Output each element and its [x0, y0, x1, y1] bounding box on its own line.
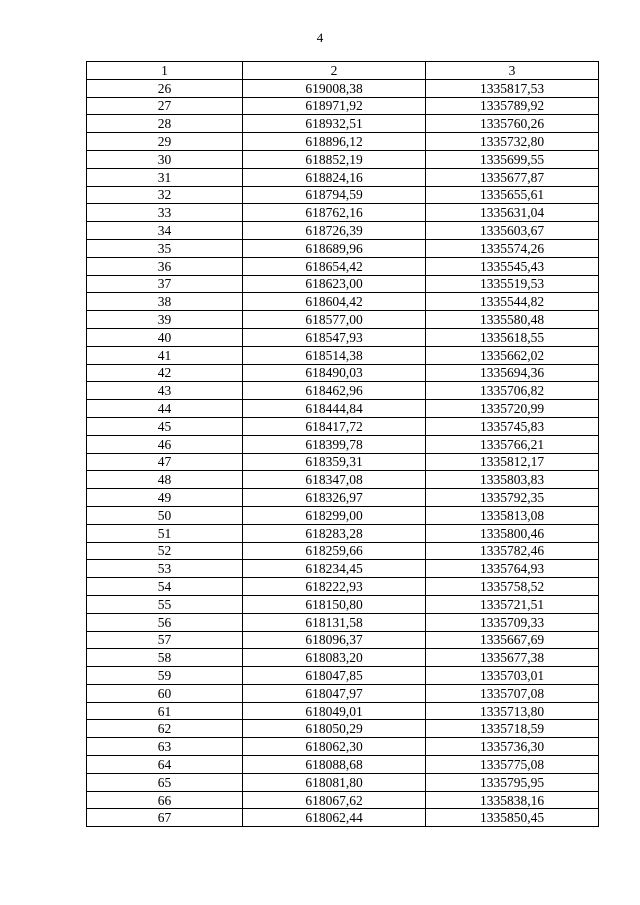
point-number-cell: 42	[87, 364, 243, 382]
point-number-cell: 60	[87, 684, 243, 702]
x-coordinate-cell: 618417,72	[243, 417, 426, 435]
point-number-cell: 48	[87, 471, 243, 489]
table-row	[87, 435, 599, 453]
x-coordinate-cell: 618359,31	[243, 453, 426, 471]
point-number-cell: 55	[87, 595, 243, 613]
y-coordinate-cell: 1335703,01	[426, 667, 599, 685]
y-coordinate-cell: 1335662,02	[426, 346, 599, 364]
table-row	[87, 756, 599, 774]
table-row	[87, 328, 599, 346]
x-coordinate-cell: 618131,58	[243, 613, 426, 631]
point-number-cell: 58	[87, 649, 243, 667]
y-coordinate-cell: 1335795,95	[426, 773, 599, 791]
x-coordinate-cell: 618088,68	[243, 756, 426, 774]
x-coordinate-cell: 618932,51	[243, 115, 426, 133]
y-coordinate-cell: 1335803,83	[426, 471, 599, 489]
y-coordinate-cell: 1335812,17	[426, 453, 599, 471]
x-coordinate-cell: 618444,84	[243, 400, 426, 418]
point-number-cell: 50	[87, 506, 243, 524]
table-row	[87, 293, 599, 311]
table-row	[87, 506, 599, 524]
x-coordinate-cell: 618234,45	[243, 560, 426, 578]
x-coordinate-cell: 618096,37	[243, 631, 426, 649]
y-coordinate-cell: 1335706,82	[426, 382, 599, 400]
y-coordinate-cell: 1335775,08	[426, 756, 599, 774]
y-coordinate-cell: 1335817,53	[426, 79, 599, 97]
y-coordinate-cell: 1335519,53	[426, 275, 599, 293]
y-coordinate-cell: 1335760,26	[426, 115, 599, 133]
point-number-cell: 39	[87, 311, 243, 329]
x-coordinate-cell: 618347,08	[243, 471, 426, 489]
table-row	[87, 97, 599, 115]
table-row	[87, 453, 599, 471]
x-coordinate-cell: 618081,80	[243, 773, 426, 791]
point-number-cell: 67	[87, 809, 243, 827]
x-coordinate-cell: 618604,42	[243, 293, 426, 311]
table-row	[87, 222, 599, 240]
table-row	[87, 168, 599, 186]
y-coordinate-cell: 1335720,99	[426, 400, 599, 418]
y-coordinate-cell: 1335677,38	[426, 649, 599, 667]
point-number-cell: 64	[87, 756, 243, 774]
point-number-cell: 40	[87, 328, 243, 346]
table-row	[87, 364, 599, 382]
y-coordinate-cell: 1335782,46	[426, 542, 599, 560]
point-number-cell: 56	[87, 613, 243, 631]
point-number-cell: 37	[87, 275, 243, 293]
table-row	[87, 79, 599, 97]
x-coordinate-cell: 618150,80	[243, 595, 426, 613]
table-row	[87, 702, 599, 720]
table-row	[87, 809, 599, 827]
point-number-cell: 65	[87, 773, 243, 791]
y-coordinate-cell: 1335766,21	[426, 435, 599, 453]
y-coordinate-cell: 1335736,30	[426, 738, 599, 756]
x-coordinate-cell: 618852,19	[243, 150, 426, 168]
point-number-cell: 57	[87, 631, 243, 649]
y-coordinate-cell: 1335745,83	[426, 417, 599, 435]
point-number-cell: 53	[87, 560, 243, 578]
x-coordinate-cell: 618896,12	[243, 133, 426, 151]
y-coordinate-cell: 1335838,16	[426, 791, 599, 809]
point-number-cell: 61	[87, 702, 243, 720]
table-row	[87, 417, 599, 435]
y-coordinate-cell: 1335699,55	[426, 150, 599, 168]
coordinates-table	[86, 61, 599, 827]
x-coordinate-cell: 618062,30	[243, 738, 426, 756]
table-row	[87, 115, 599, 133]
x-coordinate-cell: 618762,16	[243, 204, 426, 222]
point-number-cell: 66	[87, 791, 243, 809]
point-number-cell: 44	[87, 400, 243, 418]
y-coordinate-cell: 1335580,48	[426, 311, 599, 329]
table-row	[87, 684, 599, 702]
point-number-cell: 33	[87, 204, 243, 222]
point-number-cell: 45	[87, 417, 243, 435]
table-row	[87, 133, 599, 151]
y-coordinate-cell: 1335732,80	[426, 133, 599, 151]
table-row	[87, 489, 599, 507]
x-coordinate-cell: 618577,00	[243, 311, 426, 329]
y-coordinate-cell: 1335764,93	[426, 560, 599, 578]
y-coordinate-cell: 1335707,08	[426, 684, 599, 702]
table-header-row	[87, 62, 599, 80]
y-coordinate-cell: 1335631,04	[426, 204, 599, 222]
point-number-cell: 31	[87, 168, 243, 186]
table-row	[87, 791, 599, 809]
x-coordinate-cell: 618259,66	[243, 542, 426, 560]
y-coordinate-cell: 1335709,33	[426, 613, 599, 631]
point-number-cell: 59	[87, 667, 243, 685]
point-number-cell: 26	[87, 79, 243, 97]
y-coordinate-cell: 1335758,52	[426, 578, 599, 596]
point-number-cell: 51	[87, 524, 243, 542]
x-coordinate-cell: 618794,59	[243, 186, 426, 204]
table-row	[87, 560, 599, 578]
point-number-cell: 43	[87, 382, 243, 400]
y-coordinate-cell: 1335713,80	[426, 702, 599, 720]
y-coordinate-cell: 1335544,82	[426, 293, 599, 311]
point-number-cell: 38	[87, 293, 243, 311]
x-coordinate-cell: 618654,42	[243, 257, 426, 275]
x-coordinate-cell: 619008,38	[243, 79, 426, 97]
table-row	[87, 204, 599, 222]
point-number-cell: 62	[87, 720, 243, 738]
point-number-cell: 34	[87, 222, 243, 240]
table-row	[87, 257, 599, 275]
y-coordinate-cell: 1335667,69	[426, 631, 599, 649]
x-coordinate-cell: 618050,29	[243, 720, 426, 738]
x-coordinate-cell: 618326,97	[243, 489, 426, 507]
point-number-cell: 46	[87, 435, 243, 453]
x-coordinate-cell: 618623,00	[243, 275, 426, 293]
x-coordinate-cell: 618726,39	[243, 222, 426, 240]
column-header-3: 3	[426, 62, 599, 80]
point-number-cell: 27	[87, 97, 243, 115]
y-coordinate-cell: 1335574,26	[426, 239, 599, 257]
column-header-2: 2	[243, 62, 426, 80]
table-row	[87, 382, 599, 400]
table-row	[87, 631, 599, 649]
y-coordinate-cell: 1335813,08	[426, 506, 599, 524]
x-coordinate-cell: 618283,28	[243, 524, 426, 542]
x-coordinate-cell: 618062,44	[243, 809, 426, 827]
column-header-1: 1	[87, 62, 243, 80]
table-row	[87, 186, 599, 204]
table-row	[87, 649, 599, 667]
y-coordinate-cell: 1335694,36	[426, 364, 599, 382]
y-coordinate-cell: 1335850,45	[426, 809, 599, 827]
table-row	[87, 346, 599, 364]
y-coordinate-cell: 1335545,43	[426, 257, 599, 275]
x-coordinate-cell: 618824,16	[243, 168, 426, 186]
table-row	[87, 471, 599, 489]
table-row	[87, 524, 599, 542]
y-coordinate-cell: 1335655,61	[426, 186, 599, 204]
table-row	[87, 667, 599, 685]
point-number-cell: 49	[87, 489, 243, 507]
page-number: 4	[316, 30, 324, 45]
point-number-cell: 30	[87, 150, 243, 168]
table-body	[87, 79, 599, 826]
y-coordinate-cell: 1335677,87	[426, 168, 599, 186]
x-coordinate-cell: 618689,96	[243, 239, 426, 257]
point-number-cell: 35	[87, 239, 243, 257]
x-coordinate-cell: 618083,20	[243, 649, 426, 667]
point-number-cell: 54	[87, 578, 243, 596]
table-row	[87, 542, 599, 560]
table-row	[87, 773, 599, 791]
x-coordinate-cell: 618299,00	[243, 506, 426, 524]
point-number-cell: 29	[87, 133, 243, 151]
x-coordinate-cell: 618971,92	[243, 97, 426, 115]
point-number-cell: 28	[87, 115, 243, 133]
x-coordinate-cell: 618222,93	[243, 578, 426, 596]
x-coordinate-cell: 618067,62	[243, 791, 426, 809]
table-row	[87, 311, 599, 329]
table-row	[87, 613, 599, 631]
x-coordinate-cell: 618047,97	[243, 684, 426, 702]
point-number-cell: 47	[87, 453, 243, 471]
point-number-cell: 63	[87, 738, 243, 756]
y-coordinate-cell: 1335603,67	[426, 222, 599, 240]
x-coordinate-cell: 618047,85	[243, 667, 426, 685]
y-coordinate-cell: 1335721,51	[426, 595, 599, 613]
y-coordinate-cell: 1335800,46	[426, 524, 599, 542]
point-number-cell: 32	[87, 186, 243, 204]
y-coordinate-cell: 1335718,59	[426, 720, 599, 738]
x-coordinate-cell: 618547,93	[243, 328, 426, 346]
table-row	[87, 150, 599, 168]
table-row	[87, 720, 599, 738]
y-coordinate-cell: 1335789,92	[426, 97, 599, 115]
table-row	[87, 595, 599, 613]
point-number-cell: 36	[87, 257, 243, 275]
table-row	[87, 275, 599, 293]
table-row	[87, 738, 599, 756]
point-number-cell: 41	[87, 346, 243, 364]
y-coordinate-cell: 1335618,55	[426, 328, 599, 346]
y-coordinate-cell: 1335792,35	[426, 489, 599, 507]
point-number-cell: 52	[87, 542, 243, 560]
x-coordinate-cell: 618514,38	[243, 346, 426, 364]
table-row	[87, 400, 599, 418]
x-coordinate-cell: 618399,78	[243, 435, 426, 453]
table-row	[87, 239, 599, 257]
x-coordinate-cell: 618462,96	[243, 382, 426, 400]
x-coordinate-cell: 618490,03	[243, 364, 426, 382]
table-row	[87, 578, 599, 596]
x-coordinate-cell: 618049,01	[243, 702, 426, 720]
